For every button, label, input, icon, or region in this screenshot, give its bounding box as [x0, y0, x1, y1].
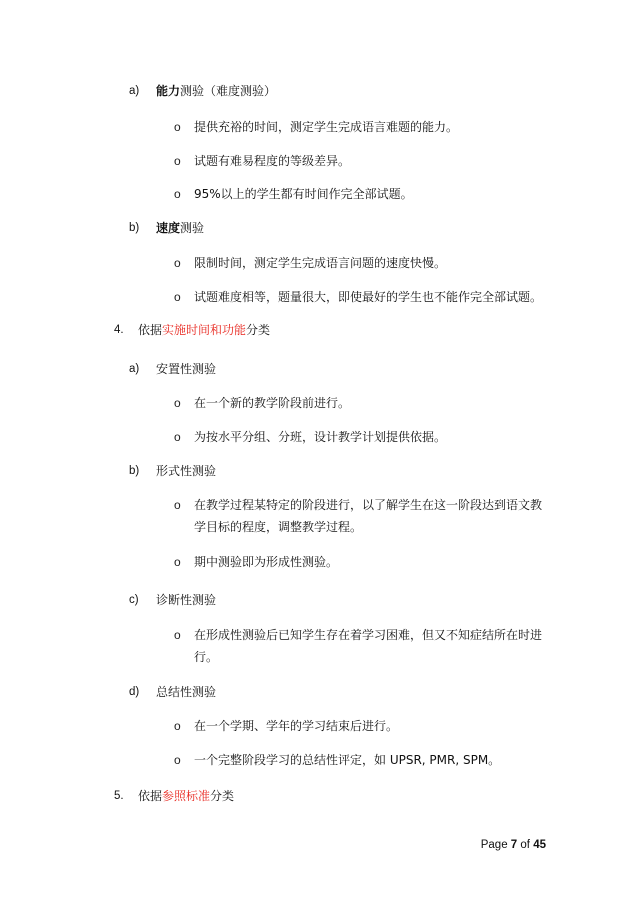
footer-current-page: 7: [510, 839, 518, 851]
bullet-icon: o: [174, 187, 181, 201]
list-marker-c: c): [129, 594, 139, 606]
subheading-formative-test: 形式性测验: [156, 464, 217, 478]
footer-total-pages: 45: [533, 839, 546, 851]
list-item: 95%以上的学生都有时间作完全部试题。: [194, 187, 413, 201]
list-item: 期中测验即为形成性测验。: [194, 555, 339, 569]
heading-ability-test: [156, 83, 276, 99]
heading-item-5: [138, 788, 234, 804]
bullet-icon: o: [174, 498, 181, 512]
list-marker-b: b): [129, 465, 140, 477]
list-item: 为按水平分组、分班，设计教学计划提供依据。: [194, 430, 447, 444]
term-ability: 能力: [156, 84, 181, 98]
bullet-icon: o: [174, 753, 181, 767]
bullet-icon: o: [174, 154, 181, 168]
item5-highlight: 参照标准: [162, 789, 211, 803]
item5-suffix: 分类: [210, 789, 235, 803]
subheading-placement-test: 安置性测验: [156, 362, 217, 376]
list-item-continuation: 学目标的程度，调整教学过程。: [194, 520, 363, 534]
subheading-diagnostic-test: 诊断性测验: [156, 593, 217, 607]
bullet-icon: o: [174, 396, 181, 410]
list-number-5: 5.: [114, 790, 124, 802]
item5-prefix: 依据: [138, 789, 163, 803]
item4-highlight: 实施时间和功能: [162, 323, 247, 337]
footer-of-word: of: [520, 839, 530, 851]
footer-page-word: Page: [480, 839, 508, 851]
list-marker-a: a): [129, 85, 140, 97]
list-item: 试题难度相等，题量很大，即使最好的学生也不能作完全部试题。: [194, 290, 543, 304]
list-marker-d: d): [129, 686, 140, 698]
term-speed: 速度: [156, 221, 181, 235]
list-item: 限制时间，测定学生完成语言问题的速度快慢。: [194, 256, 447, 270]
bullet-icon: o: [174, 256, 181, 270]
heading-item-4: [138, 322, 270, 338]
item4-suffix: 分类: [246, 323, 271, 337]
term-speed-rest: 测验: [180, 221, 205, 235]
list-item-continuation: 行。: [194, 650, 219, 664]
term-ability-rest: 测验（难度测验）: [180, 84, 277, 98]
list-marker-a: a): [129, 363, 140, 375]
list-item: 一个完整阶段学习的总结性评定，如 UPSR, PMR, SPM。: [194, 753, 501, 767]
list-marker-b: b): [129, 222, 140, 234]
list-item: 在形成性测验后已知学生存在着学习困难，但又不知症结所在时进: [194, 628, 543, 642]
page-footer: [481, 837, 546, 853]
bullet-icon: o: [174, 628, 181, 642]
subheading-summative-test: 总结性测验: [156, 685, 217, 699]
list-item: 在一个学期、学年的学习结束后进行。: [194, 719, 399, 733]
item4-prefix: 依据: [138, 323, 163, 337]
bullet-icon: o: [174, 120, 181, 134]
list-number-4: 4.: [114, 324, 124, 336]
bullet-icon: o: [174, 555, 181, 569]
list-item: 在教学过程某特定的阶段进行，以了解学生在这一阶段达到语文教: [194, 498, 543, 512]
heading-speed-test: [156, 220, 204, 236]
list-item: 在一个新的教学阶段前进行。: [194, 396, 351, 410]
list-item: 提供充裕的时间，测定学生完成语言难题的能力。: [194, 120, 459, 134]
list-item: 试题有难易程度的等级差异。: [194, 154, 351, 168]
bullet-icon: o: [174, 290, 181, 304]
bullet-icon: o: [174, 719, 181, 733]
bullet-icon: o: [174, 430, 181, 444]
